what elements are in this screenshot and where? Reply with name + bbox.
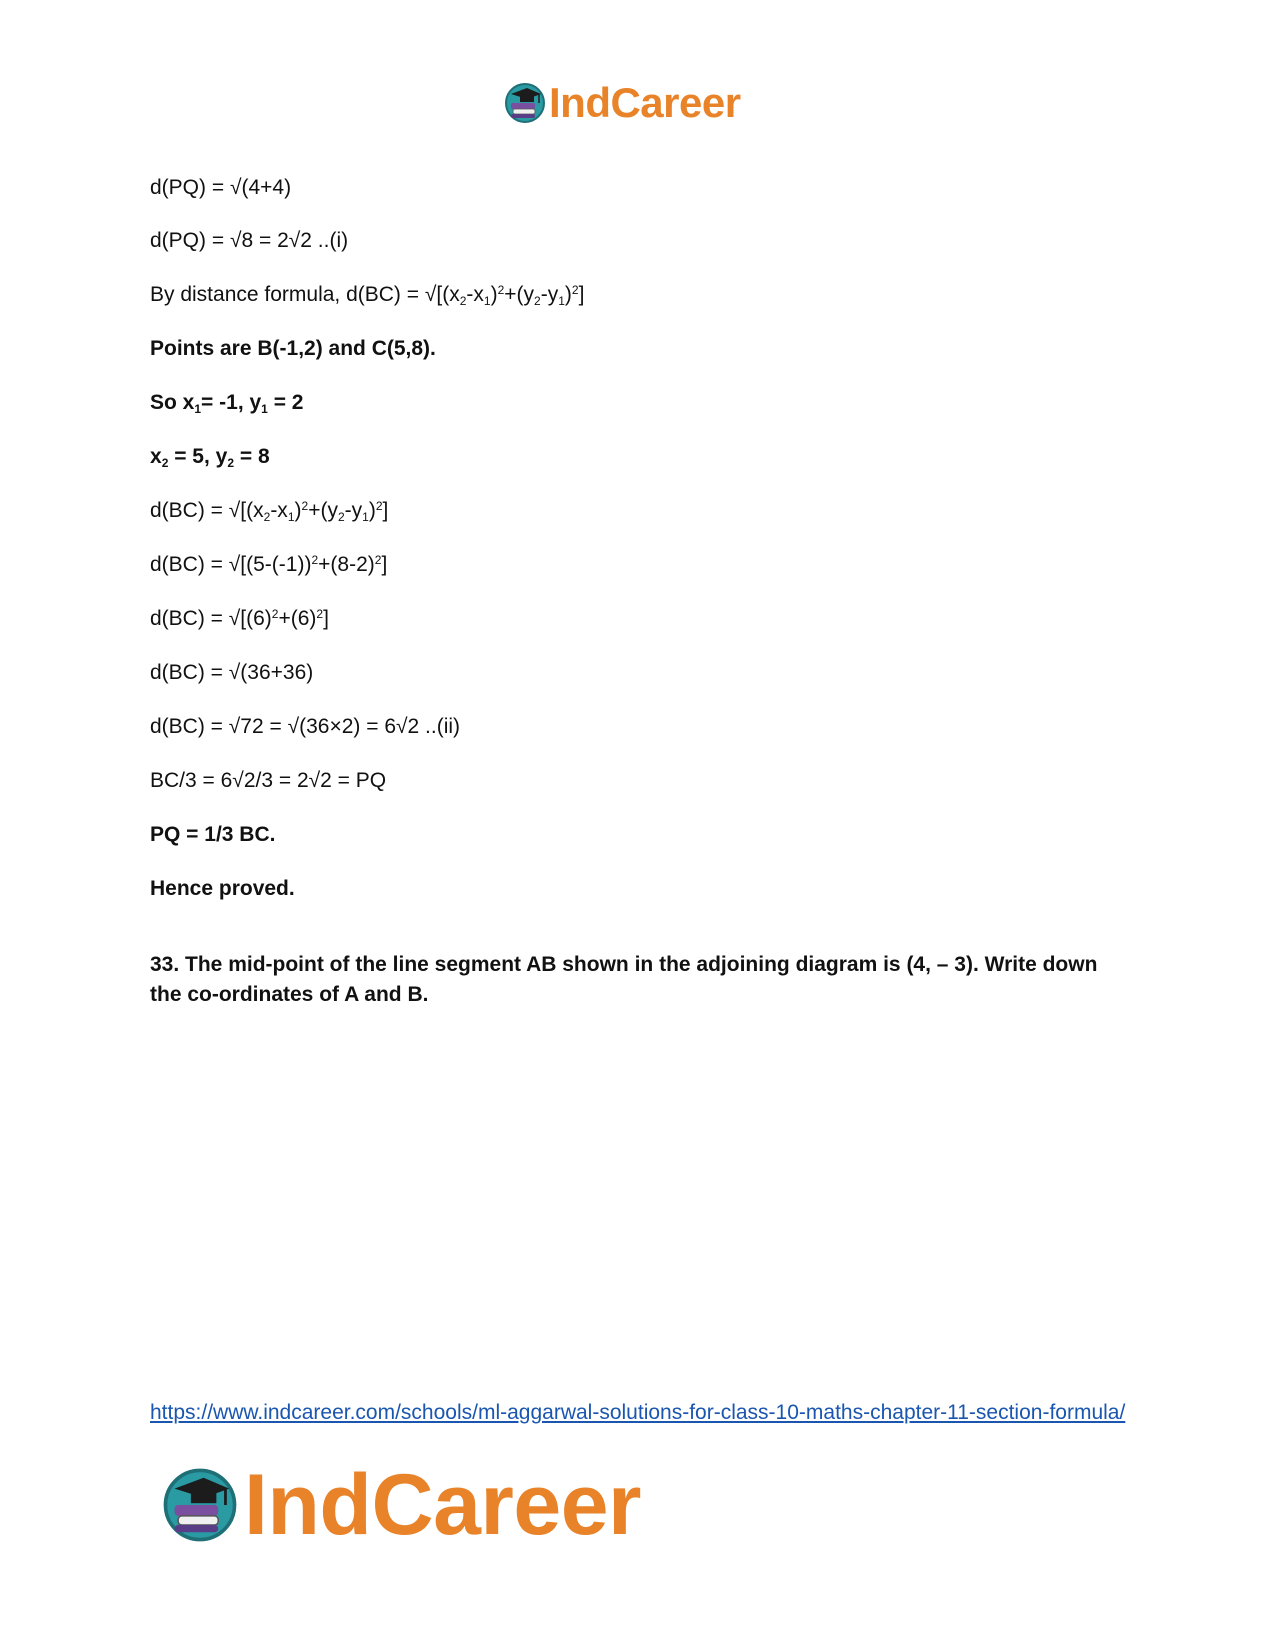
text-line: d(BC) = √(36+36): [150, 661, 314, 684]
text-line: d(PQ) = √(4+4): [150, 176, 292, 199]
formula-line: $d(BC) = √[(5-(-1))^2+(8-2)^2]$: [150, 553, 388, 576]
values-line: So $x_1= -1$, $y_1 = 2$: [150, 391, 304, 416]
footer-logo-text: IndCareer: [244, 1456, 641, 1553]
footer-logo: [160, 1456, 641, 1553]
formula-line: $d(BC) = √[(6)^2+(6)^2]$: [150, 607, 329, 630]
formula-text: By distance formula, d(BC) = √[(x: [150, 283, 460, 306]
distance-formula-line: By distance formula, $d(BC) = √[(x_2-x_1)^2+(y_2-y_1)^2]$: [150, 283, 585, 308]
source-link[interactable]: https://www.indcareer.com/schools/ml-aggarwal-solutions-for-class-10-maths-chapter-11-section-formula/: [150, 1401, 1126, 1424]
formula-text: d(BC) = √[(6): [150, 607, 272, 630]
values-line: $x_2 = 5$, $y_2 = 8$: [150, 445, 270, 470]
text-line: Points are B(-1,2) and C(5,8).: [150, 337, 436, 360]
formula-line: $d(BC) = √[(x_2-x_1)^2+(y_2-y_1)^2]$: [150, 499, 389, 524]
question-33: 33. The mid-point of the line segment AB shown in the adjoining diagram is (4, – 3). Write down the co-ordinates of A and B.: [150, 953, 1098, 1006]
formula-text: +(8-2): [318, 553, 375, 576]
header-logo-text: IndCareer: [549, 79, 741, 126]
text-line: d(PQ) = √8 = 2√2 ..(i): [150, 229, 349, 252]
graduation-cap-books-globe-icon: [160, 1465, 240, 1545]
text-line: Hence proved.: [150, 877, 295, 900]
formula-text: d(BC) = √[(x: [150, 499, 264, 522]
text-line: d(BC) = √72 = √(36×2) = 6√2 ..(ii): [150, 715, 461, 738]
graduation-cap-books-globe-icon: [503, 81, 547, 125]
formula-text: d(BC) = √[(5-(-1)): [150, 553, 312, 576]
header-logo: [503, 78, 741, 128]
formula-text: +(6): [278, 607, 317, 630]
text-line: PQ = 1/3 BC.: [150, 823, 276, 846]
text-line: BC/3 = 6√2/3 = 2√2 = PQ: [150, 769, 387, 792]
